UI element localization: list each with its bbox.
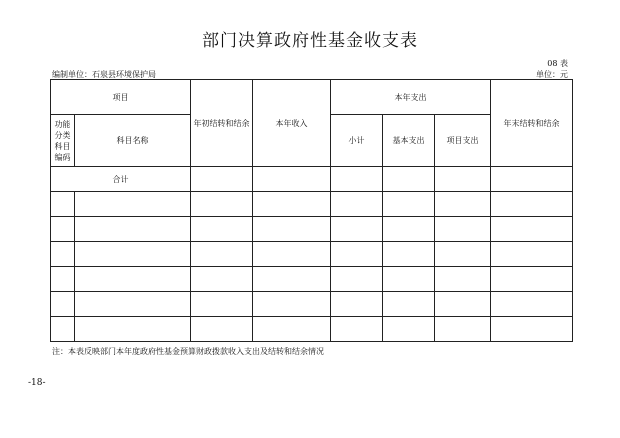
table-cell: [253, 192, 331, 217]
table-cell: [75, 292, 191, 317]
header-func-code: 功能分类科目编码: [51, 115, 75, 167]
table-cell: [331, 267, 383, 292]
table-cell: [51, 267, 75, 292]
table-row: [51, 192, 573, 217]
table-cell: [253, 267, 331, 292]
table-cell: [191, 217, 253, 242]
table-cell: [435, 192, 491, 217]
table-cell: [331, 167, 383, 192]
table-cell: [51, 242, 75, 267]
table-cell: [383, 217, 435, 242]
table-cell: [491, 167, 573, 192]
table-cell: [191, 292, 253, 317]
table-cell: [191, 317, 253, 342]
table-cell: [253, 217, 331, 242]
form-number: 08 表: [547, 59, 568, 68]
table-cell: [331, 292, 383, 317]
table-cell: [331, 242, 383, 267]
table-cell: [491, 217, 573, 242]
table-cell: [491, 267, 573, 292]
table-cell: [491, 292, 573, 317]
total-label: 合计: [51, 167, 191, 192]
table-cell: [75, 267, 191, 292]
header-subtotal: 小计: [331, 115, 383, 167]
table-cell: [191, 267, 253, 292]
table-cell: [253, 167, 331, 192]
header-project: 项目: [51, 80, 191, 115]
table-cell: [191, 242, 253, 267]
table-cell: [383, 317, 435, 342]
table-cell: [253, 317, 331, 342]
table-cell: [75, 217, 191, 242]
page-title: 部门决算政府性基金收支表: [202, 31, 418, 51]
table-cell: [491, 317, 573, 342]
total-row: [51, 167, 573, 192]
table-cell: [331, 192, 383, 217]
table-cell: [383, 192, 435, 217]
table-row: [51, 267, 573, 292]
header-expense: 本年支出: [331, 80, 491, 115]
table-cell: [435, 242, 491, 267]
table-row: [51, 292, 573, 317]
table-row: [51, 217, 573, 242]
table-cell: [491, 242, 573, 267]
header-opening-balance: 年初结转和结余: [191, 80, 253, 167]
table-cell: [383, 267, 435, 292]
table-cell: [51, 317, 75, 342]
table-cell: [75, 317, 191, 342]
table-cell: [75, 242, 191, 267]
table-cell: [191, 167, 253, 192]
table-cell: [435, 317, 491, 342]
table-cell: [435, 167, 491, 192]
table-cell: [331, 317, 383, 342]
table-cell: [331, 217, 383, 242]
table-cell: [51, 292, 75, 317]
reporting-unit: 编制单位：石泉县环境保护局: [52, 70, 156, 79]
table-cell: [253, 292, 331, 317]
table-cell: [383, 167, 435, 192]
table-cell: [435, 292, 491, 317]
table-cell: [75, 192, 191, 217]
table-cell: [383, 242, 435, 267]
currency-unit: 单位：元: [536, 70, 568, 79]
table-cell: [51, 192, 75, 217]
table-cell: [435, 267, 491, 292]
header-basic-expense: 基本支出: [383, 115, 435, 167]
page-number: -18-: [28, 378, 46, 388]
header-project-expense: 项目支出: [435, 115, 491, 167]
table-cell: [51, 217, 75, 242]
header-closing-balance: 年末结转和结余: [491, 80, 573, 167]
footnote: 注：本表反映部门本年度政府性基金预算财政拨款收入支出及结转和结余情况: [52, 347, 324, 356]
table-row: [51, 317, 573, 342]
table-cell: [383, 292, 435, 317]
fund-table: [50, 79, 573, 342]
table-cell: [491, 192, 573, 217]
table-cell: [253, 242, 331, 267]
header-subject-name: 科目名称: [75, 115, 191, 167]
table-row: [51, 242, 573, 267]
header-income: 本年收入: [253, 80, 331, 167]
table-cell: [435, 217, 491, 242]
table-cell: [191, 192, 253, 217]
